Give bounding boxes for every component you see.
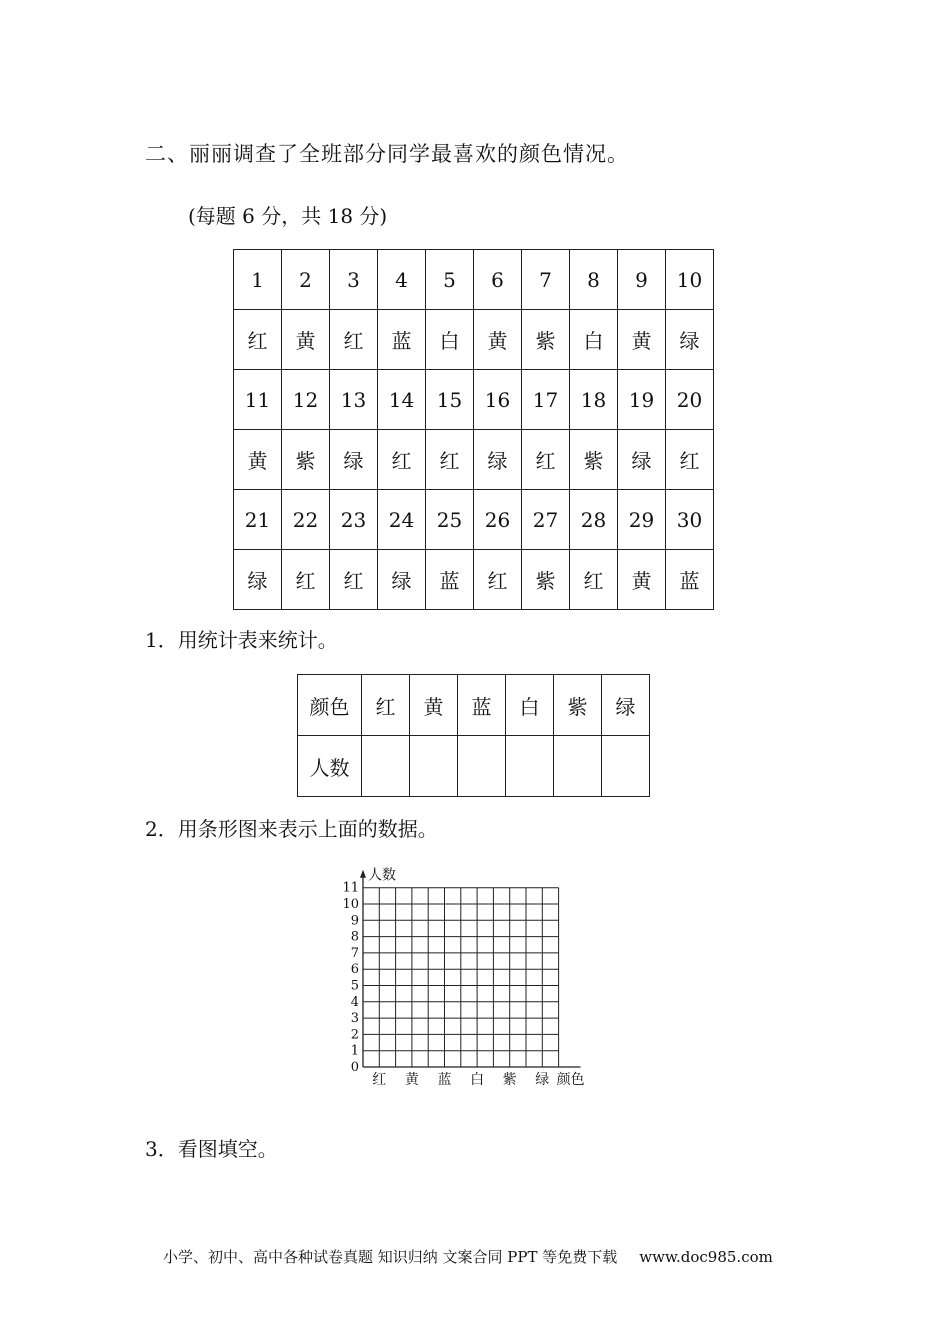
survey-row [234, 550, 714, 610]
stats-count-blank[interactable] [506, 736, 554, 797]
survey-cell: 红 [426, 430, 474, 490]
survey-cell: 绿 [618, 430, 666, 490]
stats-color-cell: 黄 [410, 675, 458, 736]
survey-cell: 14 [378, 370, 426, 430]
survey-cell: 红 [570, 550, 618, 610]
survey-cell: 10 [666, 250, 714, 310]
y-tick-label: 0 [350, 1060, 359, 1075]
stats-header-row [298, 675, 650, 736]
y-tick-label: 3 [350, 1011, 359, 1027]
survey-cell: 蓝 [378, 310, 426, 370]
y-tick-label: 9 [350, 913, 359, 929]
survey-cell: 红 [666, 430, 714, 490]
x-category-label: 蓝 [437, 1072, 452, 1088]
survey-cell: 30 [666, 490, 714, 550]
stats-count-blank[interactable] [362, 736, 410, 797]
stats-count-blank[interactable] [602, 736, 650, 797]
survey-cell: 24 [378, 490, 426, 550]
stats-color-cell: 紫 [554, 675, 602, 736]
survey-cell: 红 [474, 550, 522, 610]
survey-cell: 23 [330, 490, 378, 550]
survey-row [234, 310, 714, 370]
survey-cell: 13 [330, 370, 378, 430]
stats-color-cell: 蓝 [458, 675, 506, 736]
stats-color-cell: 红 [362, 675, 410, 736]
survey-cell: 19 [618, 370, 666, 430]
survey-cell: 黄 [282, 310, 330, 370]
survey-cell: 黄 [618, 310, 666, 370]
score-note: (每题 6 分，共 18 分) [188, 204, 388, 228]
survey-cell: 紫 [522, 310, 570, 370]
footer [163, 1246, 773, 1267]
y-tick-label: 2 [350, 1027, 359, 1043]
survey-cell: 红 [330, 310, 378, 370]
y-tick-label: 11 [342, 880, 359, 896]
y-tick-label: 4 [350, 994, 359, 1010]
survey-cell: 8 [570, 250, 618, 310]
survey-cell: 25 [426, 490, 474, 550]
stats-count-blank[interactable] [410, 736, 458, 797]
x-category-label: 紫 [502, 1072, 517, 1088]
x-category-label: 白 [470, 1072, 485, 1088]
y-tick-label: 10 [342, 897, 359, 912]
survey-cell: 26 [474, 490, 522, 550]
survey-cell: 蓝 [666, 550, 714, 610]
survey-cell: 白 [570, 310, 618, 370]
stats-count-row [298, 736, 650, 797]
x-category-label: 黄 [404, 1072, 419, 1088]
stats-table [297, 674, 650, 797]
survey-cell: 红 [522, 430, 570, 490]
x-axis-label: 颜色 [556, 1072, 585, 1088]
survey-cell: 紫 [522, 550, 570, 610]
survey-cell: 绿 [378, 550, 426, 610]
survey-cell: 红 [282, 550, 330, 610]
survey-cell: 5 [426, 250, 474, 310]
question-1-label: 1．用统计表来统计。 [145, 628, 338, 652]
survey-cell: 紫 [570, 430, 618, 490]
survey-cell: 21 [234, 490, 282, 550]
y-tick-label: 5 [350, 978, 359, 994]
survey-cell: 16 [474, 370, 522, 430]
survey-cell: 29 [618, 490, 666, 550]
survey-cell: 1 [234, 250, 282, 310]
survey-cell: 7 [522, 250, 570, 310]
survey-row [234, 370, 714, 430]
survey-cell: 绿 [666, 310, 714, 370]
survey-cell: 绿 [330, 430, 378, 490]
y-tick-label: 6 [350, 962, 359, 978]
survey-cell: 22 [282, 490, 330, 550]
survey-cell: 17 [522, 370, 570, 430]
survey-cell: 11 [234, 370, 282, 430]
survey-cell: 2 [282, 250, 330, 310]
survey-cell: 28 [570, 490, 618, 550]
y-axis-label: 人数 [368, 867, 396, 884]
stats-color-cell: 绿 [602, 675, 650, 736]
survey-cell: 红 [330, 550, 378, 610]
survey-cell: 红 [234, 310, 282, 370]
survey-cell: 12 [282, 370, 330, 430]
question-3-label: 3．看图填空。 [145, 1137, 278, 1161]
survey-cell: 3 [330, 250, 378, 310]
y-axis-arrow-icon [360, 870, 366, 878]
survey-cell: 9 [618, 250, 666, 310]
survey-cell: 紫 [282, 430, 330, 490]
survey-cell: 27 [522, 490, 570, 550]
survey-cell: 绿 [474, 430, 522, 490]
stats-color-cell: 白 [506, 675, 554, 736]
survey-cell: 白 [426, 310, 474, 370]
survey-row [234, 490, 714, 550]
survey-cell: 绿 [234, 550, 282, 610]
survey-table [233, 249, 714, 610]
footer-text: 小学、初中、高中各种试卷真题 知识归纳 文案合同 PPT 等免费下载 [163, 1248, 618, 1266]
section-title: 二、丽丽调查了全班部分同学最喜欢的颜色情况。 [145, 142, 629, 166]
survey-cell: 15 [426, 370, 474, 430]
bar-chart-grid [330, 855, 610, 1095]
x-category-label: 绿 [535, 1072, 550, 1088]
x-category-label: 红 [372, 1072, 387, 1088]
survey-cell: 红 [378, 430, 426, 490]
survey-cell: 18 [570, 370, 618, 430]
y-tick-label: 7 [350, 945, 359, 961]
survey-cell: 黄 [474, 310, 522, 370]
y-tick-label: 1 [350, 1043, 359, 1059]
survey-row [234, 250, 714, 310]
survey-cell: 20 [666, 370, 714, 430]
survey-row [234, 430, 714, 490]
survey-cell: 6 [474, 250, 522, 310]
stats-count-label: 人数 [298, 736, 362, 797]
stats-count-blank[interactable] [554, 736, 602, 797]
survey-cell: 4 [378, 250, 426, 310]
stats-count-blank[interactable] [458, 736, 506, 797]
survey-cell: 蓝 [426, 550, 474, 610]
survey-cell: 黄 [234, 430, 282, 490]
question-2-label: 2．用条形图来表示上面的数据。 [145, 817, 438, 841]
stats-header-label: 颜色 [298, 675, 362, 736]
y-tick-label: 8 [350, 929, 359, 945]
footer-url: www.doc985.com [639, 1248, 773, 1266]
survey-cell: 黄 [618, 550, 666, 610]
